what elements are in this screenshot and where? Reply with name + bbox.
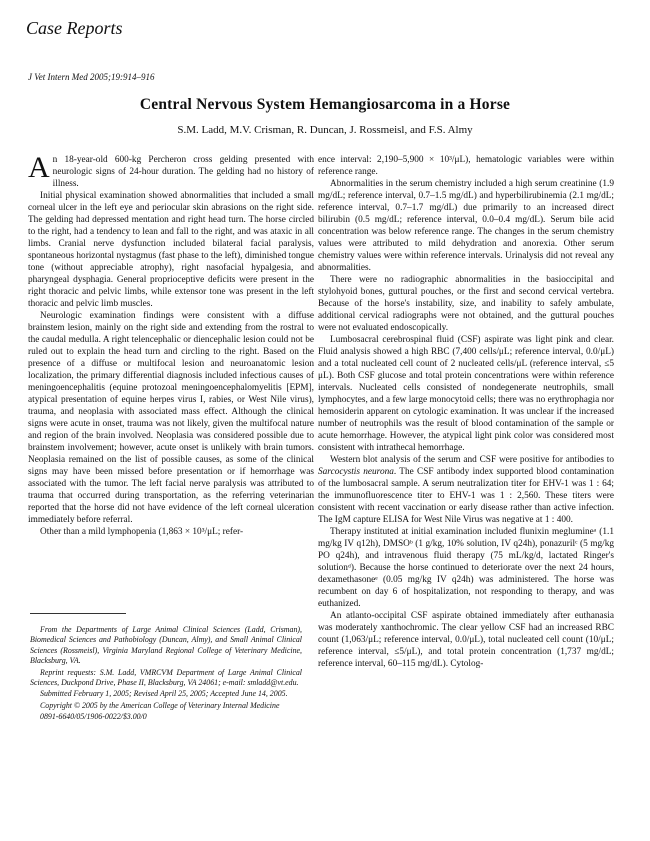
footnote-copyright: Copyright © 2005 by the American College of Veterinary Internal Medicine [40, 700, 280, 710]
paragraph-serum-chemistry: Abnormalities in the serum chemistry included a high serum creatinine (1.9 mg/dL; reference interval, 0.7–1.5 mg/dL) and hyperbilirubinemia (2.1 mg/dL; reference interval, 0.7–1.7 mg/dL) due primarily to an increased direct bilirubin (0.5 mg/dL; reference interval, 0.0–0.4 mg/dL). Serum bile acid concentration was below reference range. The changes in the serum chemistry values were attributed to mild dehydration and anorexia. Other serum chemistry values were within reference intervals. Urinalysis did not reveal any abnormalities. [318, 179, 614, 273]
intro-paragraph [28, 151, 314, 190]
paragraph-hematology: Other than a mild lymphopenia (1,863 × 10³/μL; refer- [40, 527, 244, 537]
paragraph-continued: ence interval: 2,190–5,900 × 10³/μL), hematologic variables were within reference range. [318, 155, 614, 177]
intro-text: n 18-year-old 600-kg Percheron cross gelding presented with neurologic signs of 24-hour duration. The gelding had no history of illness. [52, 155, 314, 189]
left-column [28, 151, 314, 538]
paragraph-csf: Lumbosacral cerebrospinal fluid (CSF) aspirate was light pink and clear. Fluid analysis showed a high RBC (7,400 cells/μL; reference interval, 0.0/μL) and a total nucleated cell count of 2 nucleated cells/μL (reference interval, ≤5 μL). Both CSF glucose and total protein concentrations were within reference intervals. Nucleated cells consisted of nondegenerate neutrophils, small lymphocytes, and a few large monocytoid cells; there was no erythrophagia nor hemosiderin apparent on cytologic examination. It was unclear if the increased number of neutrophils was the result of blood contamination of the sample or acute hemorrhage. However, the atypical light pink color was considered most consistent with intrathecal hemorrhage. [318, 335, 614, 453]
article-title: Central Nervous System Hemangiosarcoma in a Horse [139, 96, 511, 113]
western-blot-text-a: Western blot analysis of the serum and CSF were positive for antibodies to [330, 455, 614, 465]
footnote-divider [30, 613, 126, 614]
paragraph-physical-exam: Initial physical examination showed abnormalities that included a small corneal ulcer in the left eye and periocular skin abrasions on the right side. The gelding had depressed mentation and right head turn. The horse circled to the right, had a tendency to lean and fall to the right, and was ataxic in all limbs. Cranial nerve dysfunction included bilateral facial paralysis, spontaneous horizontal nystagmus (fast phase to the left), diminished tongue tone (without appreciable atrophy), right nasofacial hypalgesia, and pharyngeal dysphagia. General proprioceptive deficits were present in the right thoracic and pelvic limbs, while extensor tone was present in the left thoracic and pelvic limb muscles. [28, 191, 314, 309]
footnote-dates: Submitted February 1, 2005; Revised April 25, 2005; Accepted June 14, 2005. [40, 689, 288, 699]
organism-name: Sarcocystis neurona [318, 467, 394, 477]
footnote-code: 0891-6640/05/1906-0022/$3.00/0 [40, 712, 147, 722]
drop-cap: A [28, 151, 50, 184]
footnote-affiliation: From the Departments of Large Animal Clinical Sciences (Ladd, Crisman), Biomedical Sciences and Pathobiology (Duncan, Almy), and Small Animal Clinical Sciences (Rossmeisl), Virginia Maryland Regional College of Veterinary Medicine, Blacksburg, VA. [30, 625, 302, 666]
paragraph-csf-postmortem: An atlanto-occipital CSF aspirate obtained immediately after euthanasia was moderately xanthochromic. The clear yellow CSF had an increased RBC count (1,063/μL; reference interval, 0.0/μL), total nucleated cell count (10/μL; reference interval, ≤5/μL), and total protein concentration (1,737 mg/dL; reference interval, 60–115 mg/dL). Cytolog- [318, 611, 614, 669]
western-blot-text-b: . The CSF antibody index supported blood contamination of the lumbosacral sample. A serum neutralization titer for EHV-1 was 1 : 64; the immunofluorescence titer to EHV-1 was 1 : 2,560. These titers were consistent with recent vaccination or early disease rather than active infection. The IgM capture ELISA for West Nile Virus was negative at 1 : 400. [318, 467, 614, 525]
paragraph-neurologic-exam: Neurologic examination findings were consistent with a diffuse brainstem lesion, mainly on the right side and extending from the rostral to the caudal medulla. A right telencephalic or diencephalic lesion could not be ruled out to explain the head turn and circling to the right. Based on the presence of a diffuse or multifocal lesion and neuroanatomic lesion localization, the primary differential diagnosis included infectious causes of meningoencephalitis (equine protozoal meningoencephalomyelitis [EPM], atypical presentation of equine herpes virus I, rabies, or West Nile virus), trauma, and neoplasia with associated mass effect. Although the clinical signs were acute in onset, trauma was not likely, given the multifocal nature and region of the brain involved. Neoplasia was considered possible due to brainstem involvement; however, acute onset is unlikely with brain tumors. Neoplasia remained on the list of possible causes, as some of the clinical signs may have been missed before presentation or if hemorrhage was associated with the tumor. The left facial nerve paralysis was attributed to trauma that occurred during transportation, as the referring veterinarian reported that the horse did not have evidence of the left corneal ulceration immediately before referral. [28, 311, 314, 525]
paragraph-western-blot [318, 454, 614, 526]
article-authors: S.M. Ladd, M.V. Crisman, R. Duncan, J. Rossmeisl, and F.S. Almy [177, 124, 473, 136]
right-column [318, 154, 614, 670]
journal-citation: J Vet Intern Med 2005;19:914–916 [28, 72, 155, 82]
paragraph-therapy: Therapy instituted at initial examination included flunixin meglumineᵃ (1.1 mg/kg IV q12h), DMSOᵇ (1 g/kg, 10% solution, IV q24h), ponazurilᶜ (5 mg/kg PO q24h), and intravenous fluid therapy (75 mL/kg/d, lactated Ringer's solutionᵈ). Because the horse continued to deteriorate over the next 24 hours, dexamethasoneᵉ (0.05 mg/kg IV q24h) was administered. The horse was recumbent on day 6 of hospitalization, not responding to therapy, and was euthanized. [318, 527, 614, 609]
footnotes [30, 625, 302, 724]
section-label: Case Reports [26, 18, 123, 38]
paragraph-radiography: There were no radiographic abnormalities in the basioccipital and stylohyoid bones, guttural pouches, or the first and second cervical vertebra. Because of the horse's instability, size, and inability to safely ambulate, additional cervical radiographs were not obtained, and the guttural pouches were not evaluated endoscopically. [318, 275, 614, 333]
footnote-reprints: Reprint requests: S.M. Ladd, VMRCVM Department of Large Animal Clinical Sciences, Duckpond Drive, Phase II, Blacksburg, VA 24061; e-mail: smladd@vt.edu. [30, 667, 302, 688]
